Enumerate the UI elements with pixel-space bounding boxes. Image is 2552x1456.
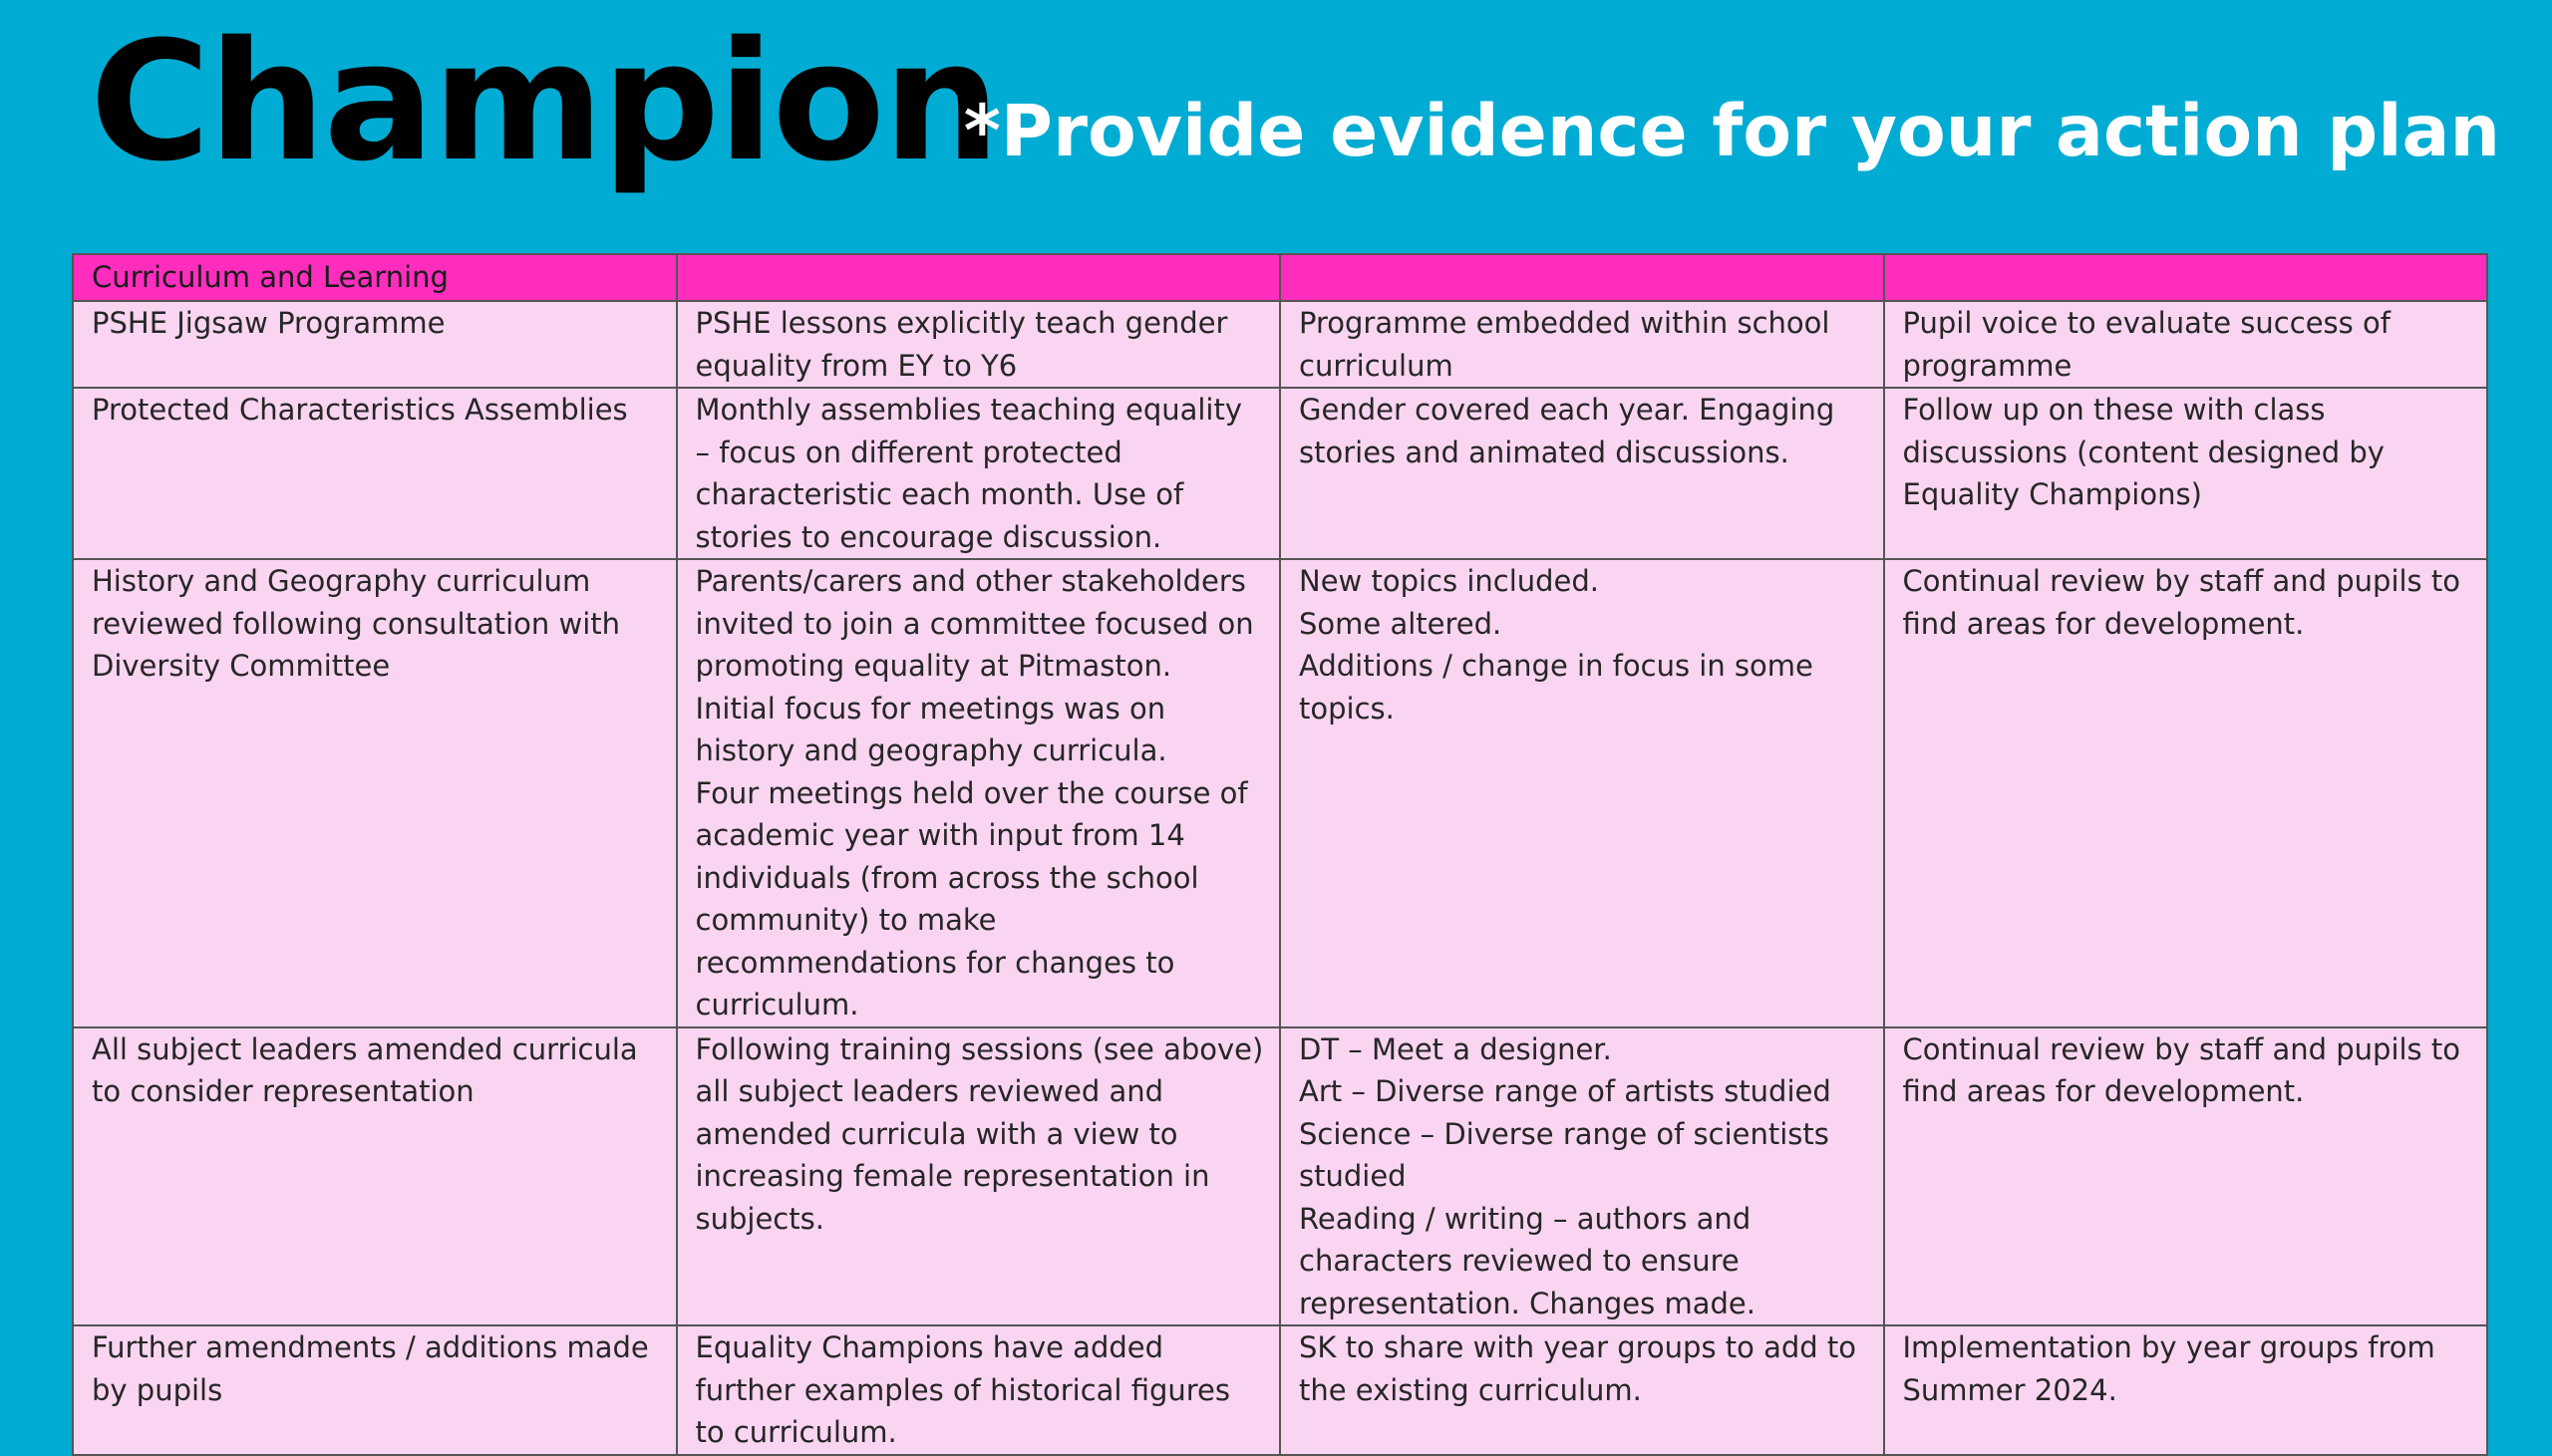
cell-line: Programme embedded within school curriculum xyxy=(1299,306,1830,383)
table-cell xyxy=(677,1325,1281,1455)
cell-line: Four meetings held over the course of academic year with input from 14 individuals (from across the school community) to make recommendations for changes to curriculum. xyxy=(695,775,1248,1021)
table-cell xyxy=(73,1325,677,1455)
table-row xyxy=(73,1027,2487,1326)
table-cell xyxy=(677,1027,1281,1326)
table-cell xyxy=(73,301,677,388)
cell-line: DT – Meet a designer. xyxy=(1299,1031,1612,1066)
table-cell xyxy=(73,388,677,559)
cell-line: Follow up on these with class discussions (content designed by Equality Champions) xyxy=(1902,393,2385,511)
table-cell xyxy=(1280,1027,1884,1326)
cell-line: Additions / change in focus in some topics. xyxy=(1299,649,1813,726)
section-header-cell-empty xyxy=(1884,254,2488,301)
cell-line: PSHE Jigsaw Programme xyxy=(92,306,446,340)
cell-line: SK to share with year groups to add to the existing curriculum. xyxy=(1299,1330,1857,1407)
table-cell xyxy=(677,301,1281,388)
cell-line: Parents/carers and other stakeholders invited to join a committee focused on promoting equality at Pitmaston. xyxy=(695,564,1254,683)
table-cell xyxy=(1280,388,1884,559)
cell-line: New topics included. xyxy=(1299,564,1600,598)
action-plan-table-container xyxy=(72,253,2486,1449)
table-cell xyxy=(1884,559,2488,1027)
section-header-cell: Curriculum and Learning xyxy=(73,254,677,301)
cell-line: Continual review by staff and pupils to find areas for development. xyxy=(1902,1031,2460,1108)
cell-line: Some altered. xyxy=(1299,606,1502,641)
table-cell xyxy=(677,388,1281,559)
cell-line: All subject leaders amended curricula to consider representation xyxy=(92,1031,638,1108)
page-subtitle: *Provide evidence for your action plan xyxy=(963,90,2500,172)
section-header-row xyxy=(73,254,2487,301)
cell-line: Further amendments / additions made by pupils xyxy=(92,1330,649,1407)
table-row xyxy=(73,301,2487,388)
table-cell xyxy=(1280,1325,1884,1455)
table-cell xyxy=(1884,1325,2488,1455)
table-row xyxy=(73,559,2487,1027)
cell-line: Continual review by staff and pupils to find areas for development. xyxy=(1902,564,2460,641)
cell-line: Pupil voice to evaluate success of programme xyxy=(1902,306,2391,383)
cell-line: Initial focus for meetings was on history and geography curricula. xyxy=(695,691,1167,767)
cell-line: Monthly assemblies teaching equality – focus on different protected characteristic each month. Use of stories to encourage discussion. xyxy=(695,393,1243,554)
cell-line: PSHE lessons explicitly teach gender equality from EY to Y6 xyxy=(695,306,1228,383)
action-plan-table xyxy=(72,253,2488,1456)
table-row xyxy=(73,1325,2487,1455)
cell-line: Reading / writing – authors and characters reviewed to ensure representation. Changes made. xyxy=(1299,1201,1755,1320)
cell-line: Equality Champions have added further examples of historical figures to curriculum. xyxy=(695,1330,1230,1449)
cell-line: Protected Characteristics Assemblies xyxy=(92,393,628,427)
table-cell xyxy=(73,1027,677,1326)
table-cell xyxy=(1884,301,2488,388)
table-cell xyxy=(1884,1027,2488,1326)
section-header-cell-empty xyxy=(1280,254,1884,301)
table-cell xyxy=(1884,388,2488,559)
page-title: Champion xyxy=(90,6,999,197)
table-cell xyxy=(1280,559,1884,1027)
cell-line: Gender covered each year. Engaging stories and animated discussions. xyxy=(1299,393,1835,469)
cell-line: Art – Diverse range of artists studied xyxy=(1299,1074,1831,1108)
table-cell xyxy=(1280,301,1884,388)
cell-line: History and Geography curriculum reviewed following consultation with Diversity Committee xyxy=(92,564,621,683)
table-row xyxy=(73,388,2487,559)
cell-line: Implementation by year groups from Summer 2024. xyxy=(1902,1330,2435,1407)
table-cell xyxy=(677,559,1281,1027)
cell-line: Following training sessions (see above) all subject leaders reviewed and amended curricula with a view to increasing female representation in subjects. xyxy=(695,1031,1264,1236)
section-header-cell-empty xyxy=(677,254,1281,301)
table-cell xyxy=(73,559,677,1027)
cell-line: Science – Diverse range of scientists studied xyxy=(1299,1116,1829,1193)
